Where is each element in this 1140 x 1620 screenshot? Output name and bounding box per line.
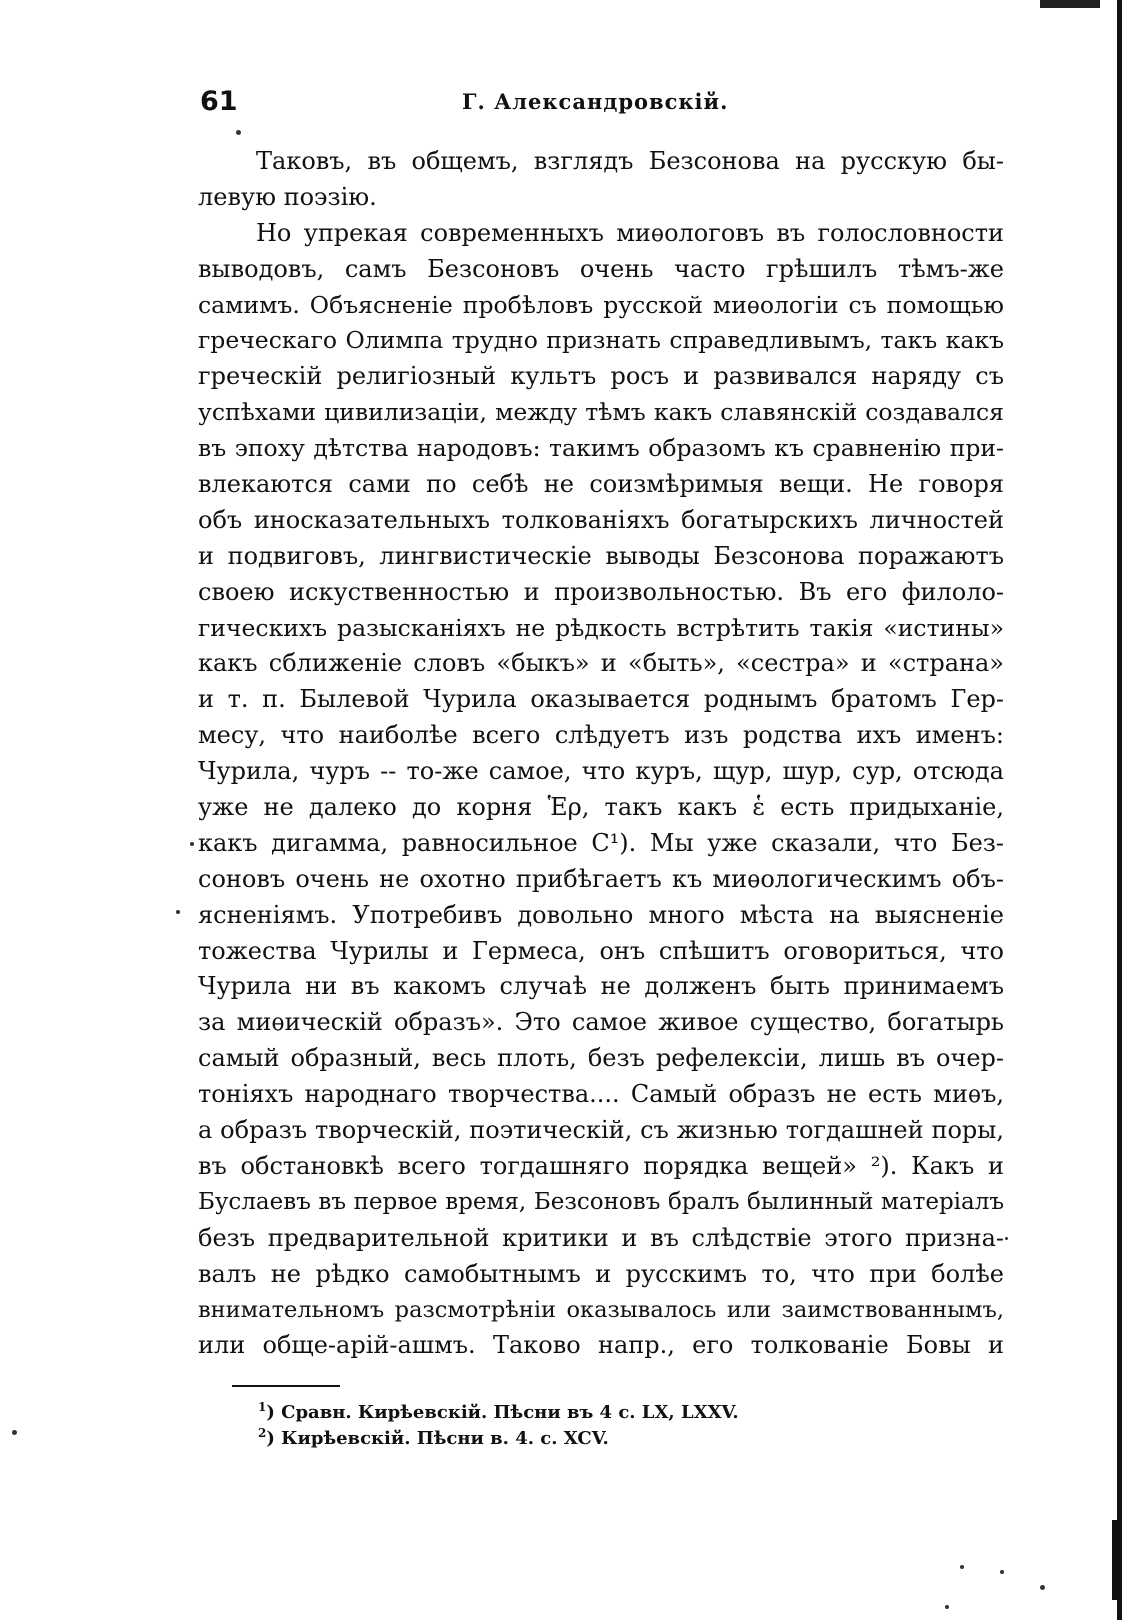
text-line: валъ не рѣдко самобытнымъ и русскимъ то, что при болѣе [198,1259,1004,1288]
text-line: ясненіямъ. Употребивъ довольно много мѣста на выясненіе [198,900,1004,929]
text-line: месу, что наиболѣе всего слѣдуетъ изъ родства ихъ именъ: [198,721,1004,750]
text-line: за миѳическій образъ». Это самое живое существо, богатырь [198,1008,1004,1037]
footnotes [258,1394,958,1449]
scan-speck [236,130,241,135]
scan-speck [945,1605,949,1609]
scan-speck [1005,1237,1008,1240]
text-line: въ эпоху дѣтства народовъ: такимъ образомъ къ сравненію при- [198,434,1004,463]
text-line: а образъ творческій, поэтическій, съ жизнью тогдашней поры, [198,1116,1004,1145]
text-line: Чурила ни въ какомъ случаѣ не долженъ быть принимаемъ [198,972,1004,1001]
text-line: и т. п. Былевой Чурила оказывается роднымъ братомъ Гер- [198,685,1004,714]
text-line: успѣхами цивилизаціи, между тѣмъ какъ славянскій создавался [198,398,1004,427]
text-line: своею искуственностью и произвольностью. Въ его филоло- [198,577,1004,606]
text-line: греческій религіозный культъ росъ и развивался наряду съ [198,362,1004,391]
text-line: выводовъ, самъ Безсоновъ очень часто грѣшилъ тѣмъ-же [198,254,1004,283]
scan-speck [12,1430,17,1435]
scan-speck [960,1565,964,1569]
footnote-marker: 1 [258,1400,267,1414]
text-line: левую поэзію. [198,182,377,211]
text-line: или обще-арій-ашмъ. Таково напр., его толкованіе Бовы и [198,1331,1004,1360]
scan-speck [176,910,180,914]
text-line: какъ дигамма, равносильное С¹). Мы уже сказали, что Без- [198,828,1004,857]
footnote-text: ) Сравн. Кирѣевскій. Пѣсни въ 4 с. LX, LXXV. [266,1402,739,1423]
running-title: Г. Александровскій. [462,89,729,114]
page-edge-line-lower [1112,1520,1120,1600]
scan-artifact-top [1040,0,1100,8]
text-line: и подвиговъ, лингвистическіе выводы Безсонова поражаютъ [198,541,1004,570]
text-line: Но упрекая современныхъ миѳологовъ въ голословности [256,218,1004,247]
text-line: безъ предварительной критики и въ слѣдствіе этого призна- [198,1223,1004,1252]
page-number: 61 [200,86,238,117]
scan-speck [1000,1570,1004,1574]
text-line: тоніяхъ народнаго творчества.... Самый образъ не есть миѳъ, [198,1080,1004,1109]
footnote [258,1420,958,1449]
footnote-marker: 2 [258,1426,267,1440]
page-header [200,86,1000,118]
text-line: тожества Чурилы и Гермеса, онъ спѣшитъ оговориться, что [198,936,1004,965]
text-line: уже не далеко до корня Ἑρ, такъ какъ ἑ есть придыханіе, [198,793,1004,822]
text-line: самый образный, весь плоть, безъ рефелексіи, лишь въ очер- [198,1044,1004,1073]
text-line: Таковъ, въ общемъ, взглядъ Безсонова на русскую бы- [256,147,1004,175]
text-line: Чурила, чуръ -- то-же самое, что куръ, щур, шур, сур, отсюда [198,757,1004,786]
text-line: объ иносказательныхъ толкованіяхъ богатырскихъ личностей [198,505,1004,534]
text-line: въ обстановкѣ всего тогдашняго порядка вещей» ²). Какъ и [198,1151,1004,1180]
footnote [258,1394,958,1423]
main-text [198,144,1004,1364]
text-line: гическихъ разысканіяхъ не рѣдкость встрѣтить такія «истины» [198,613,1004,642]
text-line: самимъ. Объясненіе пробѣловъ русской миѳологіи съ помощью [198,290,1004,319]
text-line: Буслаевъ въ первое время, Безсоновъ бралъ былинный матеріалъ [198,1188,1004,1215]
footnote-divider [232,1385,340,1387]
footnote-text: ) Кирѣевскій. Пѣсни в. 4. с. XCV. [266,1428,609,1449]
scan-speck [1040,1585,1045,1590]
page-edge-line [1117,0,1122,1620]
scan-speck [190,842,194,846]
text-line: греческаго Олимпа трудно признать справедливымъ, такъ какъ [198,326,1004,355]
text-line: внимательномъ разсмотрѣніи оказывалось или заимствованнымъ, [198,1296,1004,1323]
text-line: какъ сближеніе словъ «быкъ» и «быть», «сестра» и «страна» [198,649,1004,678]
text-line: соновъ очень не охотно прибѣгаетъ къ миѳологическимъ объ- [198,864,1004,893]
text-line: влекаются сами по себѣ не соизмѣримыя вещи. Не говоря [198,470,1004,499]
